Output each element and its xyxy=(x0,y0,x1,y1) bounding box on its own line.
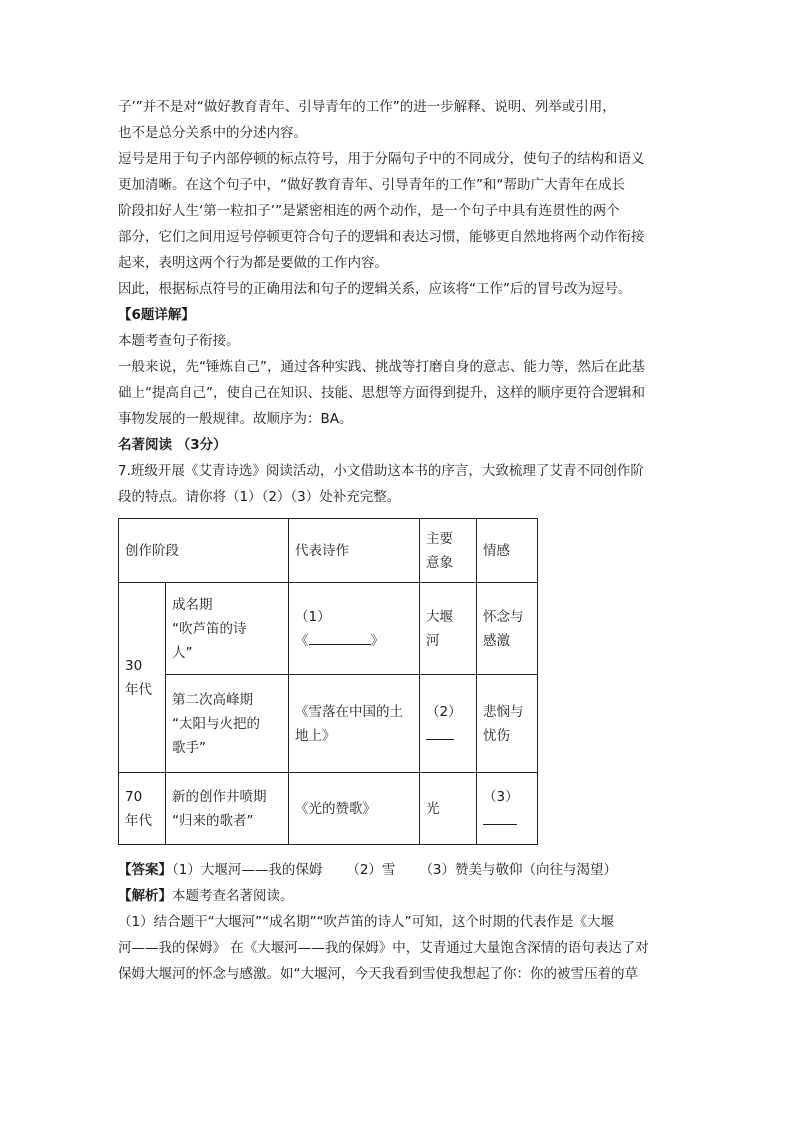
image-line: 大堰 xyxy=(426,608,453,625)
text-line: 阶段扣好人生‘第一粒扣子’”是紧密相连的两个动作，是一个句子中具有连贯性的两个 xyxy=(118,203,620,219)
answer-line xyxy=(118,857,678,883)
emotion-cell xyxy=(477,675,538,773)
emotion-line: 忧伤 xyxy=(483,727,510,744)
era-70-cell xyxy=(119,773,166,845)
header-poem: 代表诗作 xyxy=(289,519,420,583)
emotion-cell xyxy=(477,583,538,675)
header-image-line: 意象 xyxy=(426,554,453,571)
emotion-line: 悲悯与 xyxy=(483,703,524,720)
image-cell: 光 xyxy=(420,773,477,845)
analysis-line xyxy=(118,883,678,909)
era-70-line: 年代 xyxy=(125,812,152,829)
poem-cell xyxy=(289,583,420,675)
header-image-line: 主要 xyxy=(426,530,453,547)
table-header-row xyxy=(119,519,538,583)
poem-line: 地上》 xyxy=(295,727,336,744)
emotion-line: 怀念与 xyxy=(483,608,524,625)
section-title: 名著阅读 （3分） xyxy=(118,437,227,453)
text-line: （1）结合题干“大堰河”“成名期”“吹芦笛的诗人”可知，这个时期的代表作是《大堰 xyxy=(118,914,615,930)
stage-line: 成名期 xyxy=(172,596,213,613)
text-line: 部分，它们之间用逗号停顿更符合句子的逻辑和表达习惯，能够更自然地将两个动作衔接 xyxy=(118,229,645,245)
table-row xyxy=(119,583,538,675)
poem-cell xyxy=(289,675,420,773)
poem-blank-line xyxy=(295,629,413,653)
answer-part: （1）大堰河——我的保姆 xyxy=(172,862,323,878)
blank-3[interactable] xyxy=(483,810,517,825)
blank-2-line xyxy=(426,724,470,748)
blank-3-line xyxy=(483,809,531,833)
poem-cell: 《光的赞歌》 xyxy=(289,773,420,845)
stage-line: “太阳与火把的 xyxy=(172,715,260,732)
blank-number: （2） xyxy=(426,703,462,720)
analysis-label: 【解析】 xyxy=(118,888,172,904)
stage-line: “归来的歌者” xyxy=(172,812,254,829)
emotion-line: 感激 xyxy=(483,632,510,649)
q7-stem: 段的特点。请你将（1）（2）（3）处补充完整。 xyxy=(118,489,401,505)
text-line: 事物发展的一般规律。故顺序为：BA。 xyxy=(118,411,353,427)
text-line: 础上“提高自己”，使自己在知识、技能、思想等方面得到提升，这样的顺序更符合逻辑和 xyxy=(118,385,645,401)
era-30-cell xyxy=(119,583,166,773)
era-30-line: 30 xyxy=(125,657,143,674)
document-content xyxy=(118,94,678,987)
text-line: 本题考查句子衔接。 xyxy=(118,333,240,349)
header-stage: 创作阶段 xyxy=(119,519,289,583)
book-bracket-close: 》 xyxy=(370,632,384,649)
header-image xyxy=(420,519,477,583)
stage-line: 歌手” xyxy=(172,739,206,756)
table-row xyxy=(119,773,538,845)
text-line: 起来，表明这两个行为都是要做的工作内容。 xyxy=(118,255,388,271)
stage-cell xyxy=(166,675,289,773)
blank-number: （1） xyxy=(295,608,331,625)
q7-stem: 7.班级开展《艾青诗选》阅读活动，小文借助这本书的序言，大致梳理了艾青不同创作阶 xyxy=(118,463,644,479)
answer-label: 【答案】 xyxy=(118,862,172,878)
poetry-table xyxy=(118,518,538,845)
text-line: 河——我的保姆》 在《大堰河——我的保姆》中，艾青通过大量饱含深情的语句表达了对 xyxy=(118,940,649,956)
poem-line: 《雪落在中国的土 xyxy=(295,703,403,720)
blank-1[interactable] xyxy=(309,630,371,645)
emotion-cell xyxy=(477,773,538,845)
table-row xyxy=(119,675,538,773)
text-line: 更加清晰。在这个句子中，“做好教育青年、引导青年的工作”和“帮助广大青年在成长 xyxy=(118,177,625,193)
stage-line: 第二次高峰期 xyxy=(172,691,253,708)
image-cell xyxy=(420,675,477,773)
answer-part: （3）赞美与敬仰（向往与渴望） xyxy=(419,862,618,878)
era-70-line: 70 xyxy=(125,788,143,805)
header-emotion: 情感 xyxy=(477,519,538,583)
analysis-intro: 本题考查名著阅读。 xyxy=(172,888,294,904)
blank-number: （3） xyxy=(483,788,519,805)
text-line: 因此，根据标点符号的正确用法和句子的逻辑关系，应该将“工作”后的冒号改为逗号。 xyxy=(118,281,632,297)
image-line: 河 xyxy=(426,632,440,649)
book-bracket-open: 《 xyxy=(295,632,309,649)
text-line: 子’”并不是对“做好教育青年、引导青年的工作”的进一步解释、说明、列举或引用， xyxy=(118,99,616,115)
stage-line: 新的创作井喷期 xyxy=(172,788,267,805)
stage-cell xyxy=(166,583,289,675)
stage-line: “吹芦笛的诗 xyxy=(172,620,247,637)
stage-line: 人” xyxy=(172,644,193,661)
text-line: 也不是总分关系中的分述内容。 xyxy=(118,125,307,141)
text-line: 一般来说，先“锤炼自己”，通过各种实践、挑战等打磨自身的意志、能力等，然后在此基 xyxy=(118,359,645,375)
q6-heading: 【6题详解】 xyxy=(118,307,195,323)
image-cell xyxy=(420,583,477,675)
blank-2[interactable] xyxy=(426,725,454,740)
stage-cell xyxy=(166,773,289,845)
text-line: 保姆大堰河的怀念与感激。如“大堰河，今天我看到雪使我想起了你：你的被雪压着的草 xyxy=(118,966,638,982)
text-line: 逗号是用于句子内部停顿的标点符号，用于分隔句子中的不同成分，使句子的结构和语义 xyxy=(118,151,645,167)
era-30-line: 年代 xyxy=(125,681,152,698)
answer-part: （2）雪 xyxy=(346,862,396,878)
